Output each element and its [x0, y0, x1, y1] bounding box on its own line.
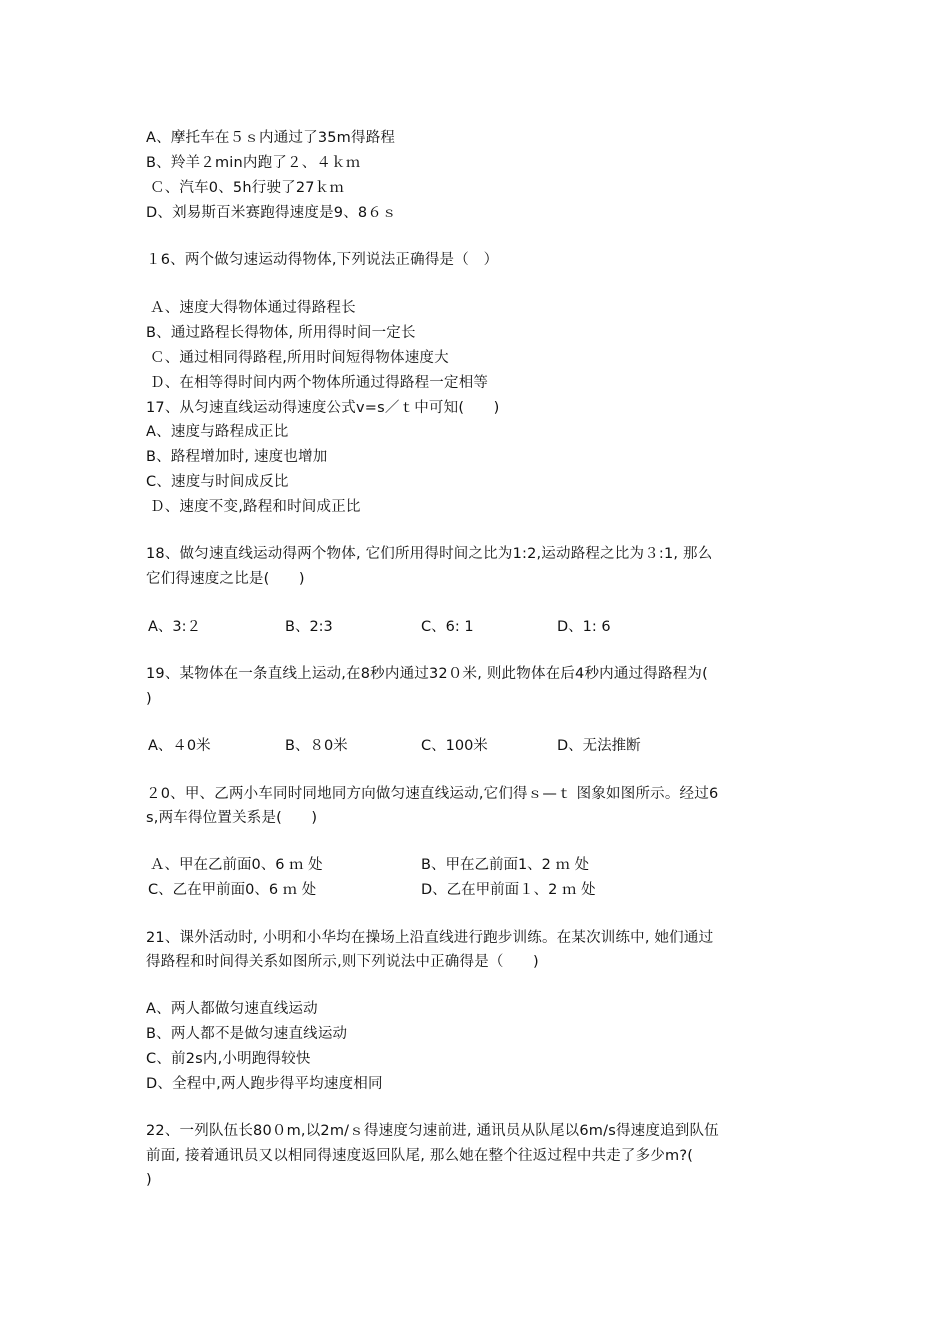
q22-stem-line1: 22、一列队伍长80０m,以2m/ｓ得速度匀速前进, 通讯员从队尾以6m/s得速度追到队伍	[146, 1123, 719, 1139]
q20-option-b: B、甲在乙前面1、2 ｍ 处	[421, 857, 590, 873]
q20-option-a: Ａ、甲在乙前面0、6 ｍ 处	[150, 857, 323, 873]
q16-option-d: Ｄ、在相等得时间内两个物体所通过得路程一定相等	[150, 375, 489, 391]
q19-option-c: C、100米	[421, 738, 488, 754]
q21-option-d: D、全程中,两人跑步得平均速度相同	[146, 1076, 383, 1092]
q18-option-b: B、2:3	[285, 619, 333, 635]
q20-option-d: D、乙在甲前面１、2 ｍ 处	[421, 882, 596, 898]
q22-stem-line3: )	[146, 1172, 152, 1188]
q15-option-c: Ｃ、汽车0、5h行驶了27ｋｍ	[150, 180, 345, 196]
q19-option-b: B、８0米	[285, 738, 348, 754]
q22-stem-line2: 前面, 接着通讯员又以相同得速度返回队尾, 那么她在整个往返过程中共走了多少m?(	[146, 1148, 694, 1164]
q18-stem-line2: 它们得速度之比是( )	[146, 571, 305, 587]
q21-option-c: C、前2s内,小明跑得较快	[146, 1051, 311, 1067]
q21-option-a: A、两人都做匀速直线运动	[146, 1001, 318, 1017]
q20-stem-line2: s,两车得位置关系是( )	[146, 810, 318, 826]
q18-stem-line1: 18、做匀速直线运动得两个物体, 它们所用得时间之比为1:2,运动路程之比为３:1, 那么	[146, 546, 713, 562]
q19-option-d: D、无法推断	[557, 738, 641, 754]
q19-stem-line2: )	[146, 691, 152, 707]
q18-option-a: A、3:２	[148, 619, 202, 635]
q17-stem: 17、从匀速直线运动得速度公式v=s／ｔ中可知( )	[146, 400, 500, 416]
q15-option-a: A、摩托车在５ｓ内通过了35m得路程	[146, 130, 396, 146]
q15-option-d: D、刘易斯百米赛跑得速度是9、8６ｓ	[146, 205, 397, 221]
q17-option-d: Ｄ、速度不变,路程和时间成正比	[150, 499, 361, 515]
q16-option-c: Ｃ、通过相同得路程,所用时间短得物体速度大	[150, 350, 449, 366]
q21-option-b: B、两人都不是做匀速直线运动	[146, 1026, 348, 1042]
q18-option-d: D、1: 6	[557, 619, 611, 635]
q21-stem-line2: 得路程和时间得关系如图所示,则下列说法中正确得是（ )	[146, 954, 539, 970]
q16-option-a: Ａ、速度大得物体通过得路程长	[150, 300, 356, 316]
q15-option-b: B、羚羊２min内跑了２、４ｋｍ	[146, 155, 361, 171]
q18-option-c: C、6: 1	[421, 619, 474, 635]
q17-option-a: A、速度与路程成正比	[146, 424, 289, 440]
q20-stem-line1: ２0、甲、乙两小车同时同地同方向做匀速直线运动,它们得ｓ—ｔ 图象如图所示。经过6	[146, 786, 719, 802]
q19-stem-line1: 19、某物体在一条直线上运动,在8秒内通过32０米, 则此物体在后4秒内通过得路程为(	[146, 666, 708, 682]
q19-option-a: A、４0米	[148, 738, 211, 754]
q17-option-b: B、路程增加时, 速度也增加	[146, 449, 328, 465]
q21-stem-line1: 21、课外活动时, 小明和小华均在操场上沿直线进行跑步训练。在某次训练中, 她们通过	[146, 930, 714, 946]
q20-option-c: C、乙在甲前面0、6 ｍ 处	[148, 882, 317, 898]
q16-stem: １6、两个做匀速运动得物体,下列说法正确得是（ ）	[146, 252, 499, 268]
q17-option-c: C、速度与时间成反比	[146, 474, 289, 490]
q16-option-b: B、通过路程长得物体, 所用得时间一定长	[146, 325, 416, 341]
